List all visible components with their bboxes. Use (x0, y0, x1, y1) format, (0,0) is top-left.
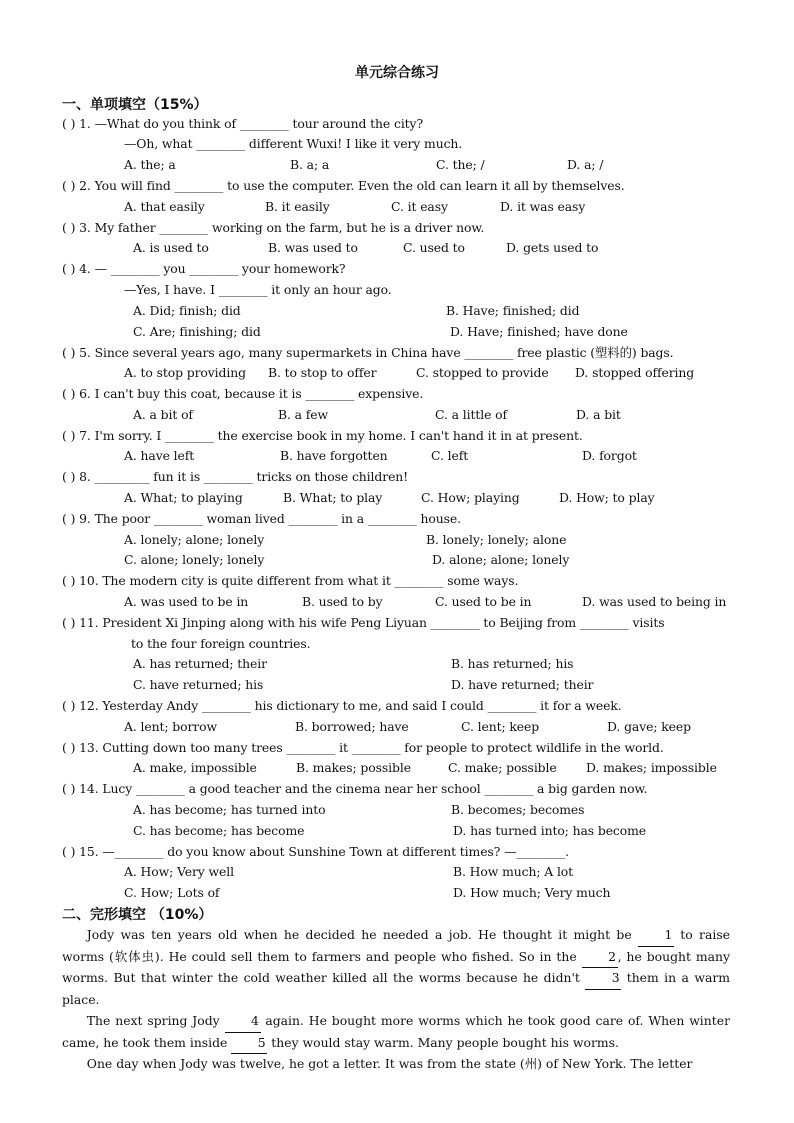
question-1-option-a: A. the; a (124, 157, 176, 172)
question-3-stem: ( ) 3. My father ________ working on the farm, but he is a driver now. (62, 220, 485, 235)
question-14-option-d: D. has turned into; has become (453, 823, 647, 838)
question-1-stem: ( ) 1. —What do you think of ________ tour around the city? (62, 116, 423, 131)
cloze-blank-2: 2 (582, 947, 618, 969)
question-15-option-d: D. How much; Very much (453, 885, 611, 900)
question-10-option-a: A. was used to be in (124, 594, 249, 609)
question-1-stem-2: —Oh, what ________ different Wuxi! I like it very much. (124, 136, 463, 151)
question-15-option-c: C. How; Lots of (124, 885, 220, 900)
question-2-stem: ( ) 2. You will find ________ to use the computer. Even the old can learn it all by themselves. (62, 178, 625, 193)
question-11-option-d: D. have returned; their (451, 677, 594, 692)
question-4-stem: ( ) 4. — ________ you ________ your homework? (62, 261, 346, 276)
question-9-option-d: D. alone; alone; lonely (432, 552, 570, 567)
question-4-option-b: B. Have; finished; did (446, 303, 580, 318)
cloze-blank-5: 5 (231, 1033, 267, 1055)
question-12-option-d: D. gave; keep (607, 719, 691, 734)
question-1-option-c: C. the; / (436, 157, 485, 172)
question-4-option-c: C. Are; finishing; did (133, 324, 261, 339)
question-5-stem: ( ) 5. Since several years ago, many supermarkets in China have ________ free plastic (塑料的) bags. (62, 345, 674, 360)
question-8-option-b: B. What; to play (283, 490, 383, 505)
question-12-option-b: B. borrowed; have (295, 719, 409, 734)
question-2-option-b: B. it easily (265, 199, 330, 214)
question-1-option-d: D. a; / (567, 157, 604, 172)
question-11-stem: ( ) 11. President Xi Jinping along with his wife Peng Liyuan ________ to Beijing from ________ visits (62, 615, 665, 630)
question-1-option-b: B. a; a (290, 157, 330, 172)
question-13-option-a: A. make, impossible (133, 760, 257, 775)
question-10-stem: ( ) 10. The modern city is quite different from what it ________ some ways. (62, 573, 519, 588)
question-10-option-c: C. used to be in (435, 594, 532, 609)
question-11-option-b: B. has returned; his (451, 656, 574, 671)
cloze-passage (62, 925, 730, 1075)
cloze-blank-1: 1 (638, 925, 674, 947)
question-4-option-d: D. Have; finished; have done (450, 324, 628, 339)
question-10-option-d: D. was used to being in (582, 594, 727, 609)
section-heading-multiple-choice: 一、单项填空（15%） (62, 97, 208, 113)
question-5-option-b: B. to stop to offer (268, 365, 377, 380)
question-12-option-a: A. lent; borrow (124, 719, 217, 734)
question-6-option-b: B. a few (278, 407, 329, 422)
question-6-option-a: A. a bit of (133, 407, 193, 422)
question-14-option-a: A. has become; has turned into (133, 802, 326, 817)
question-3-option-c: C. used to (403, 240, 465, 255)
question-9-option-b: B. lonely; lonely; alone (426, 532, 567, 547)
question-11-stem-2: to the four foreign countries. (131, 636, 311, 651)
question-9-option-a: A. lonely; alone; lonely (124, 532, 265, 547)
page-title: 单元综合练习 (355, 65, 439, 81)
question-8-option-c: C. How; playing (421, 490, 520, 505)
cloze-paragraph-2: The next spring Jody 4 again. He bought more worms which he took good care of. When winter came, he took them inside 5 they would stay warm. Many people bought his worms. (62, 1011, 730, 1054)
question-11-option-c: C. have returned; his (133, 677, 264, 692)
question-14-option-c: C. has become; has become (133, 823, 305, 838)
question-13-option-b: B. makes; possible (296, 760, 411, 775)
question-3-option-d: D. gets used to (506, 240, 599, 255)
question-8-stem: ( ) 8. _________ fun it is ________ tricks on those children! (62, 469, 409, 484)
question-14-option-b: B. becomes; becomes (451, 802, 585, 817)
question-7-option-c: C. left (431, 448, 469, 463)
question-15-stem: ( ) 15. —________ do you know about Sunshine Town at different times? —________. (62, 844, 569, 859)
cloze-paragraph-1: Jody was ten years old when he decided he needed a job. He thought it might be 1 to raise worms (软体虫). He could sell them to farmers and people who fished. So in the 2 , he bought many worms. But that winter the cold weather killed all the worms because he didn't 3 them in a warm place. (62, 927, 731, 1008)
question-5-option-d: D. stopped offering (575, 365, 695, 380)
question-7-option-b: B. have forgotten (280, 448, 388, 463)
question-9-option-c: C. alone; lonely; lonely (124, 552, 265, 567)
question-5-option-c: C. stopped to provide (416, 365, 549, 380)
question-7-option-a: A. have left (124, 448, 195, 463)
question-15-option-a: A. How; Very well (124, 864, 234, 879)
question-4-stem-2: —Yes, I have. I ________ it only an hour ago. (124, 282, 392, 297)
question-9-stem: ( ) 9. The poor ________ woman lived ________ in a ________ house. (62, 511, 461, 526)
question-12-stem: ( ) 12. Yesterday Andy ________ his dictionary to me, and said I could ________ it for a week. (62, 698, 622, 713)
cloze-blank-3: 3 (585, 968, 621, 990)
question-7-stem: ( ) 7. I'm sorry. I ________ the exercise book in my home. I can't hand it in at present. (62, 428, 583, 443)
question-11-option-a: A. has returned; their (133, 656, 267, 671)
cloze-paragraph-3: One day when Jody was twelve, he got a letter. It was from the state (州) of New York. The letter (86, 1056, 693, 1072)
question-2-option-c: C. it easy (391, 199, 448, 214)
cloze-blank-4: 4 (225, 1011, 261, 1033)
question-13-option-d: D. makes; impossible (586, 760, 717, 775)
question-8-option-a: A. What; to playing (124, 490, 243, 505)
question-4-option-a: A. Did; finish; did (133, 303, 241, 318)
question-3-option-a: A. is used to (133, 240, 209, 255)
question-5-option-a: A. to stop providing (124, 365, 246, 380)
question-2-option-d: D. it was easy (500, 199, 586, 214)
question-14-stem: ( ) 14. Lucy ________ a good teacher and the cinema near her school ________ a big garden now. (62, 781, 648, 796)
section-heading-cloze: 二、完形填空 （10%） (62, 907, 213, 923)
question-8-option-d: D. How; to play (559, 490, 655, 505)
question-6-option-c: C. a little of (435, 407, 508, 422)
question-2-option-a: A. that easily (124, 199, 205, 214)
question-12-option-c: C. lent; keep (461, 719, 540, 734)
question-7-option-d: D. forgot (582, 448, 637, 463)
question-6-stem: ( ) 6. I can't buy this coat, because it is ________ expensive. (62, 386, 424, 401)
question-13-stem: ( ) 13. Cutting down too many trees ________ it ________ for people to protect wildlife in the world. (62, 740, 664, 755)
question-6-option-d: D. a bit (576, 407, 621, 422)
question-13-option-c: C. make; possible (448, 760, 557, 775)
question-3-option-b: B. was used to (268, 240, 358, 255)
question-15-option-b: B. How much; A lot (453, 864, 574, 879)
question-10-option-b: B. used to by (302, 594, 383, 609)
